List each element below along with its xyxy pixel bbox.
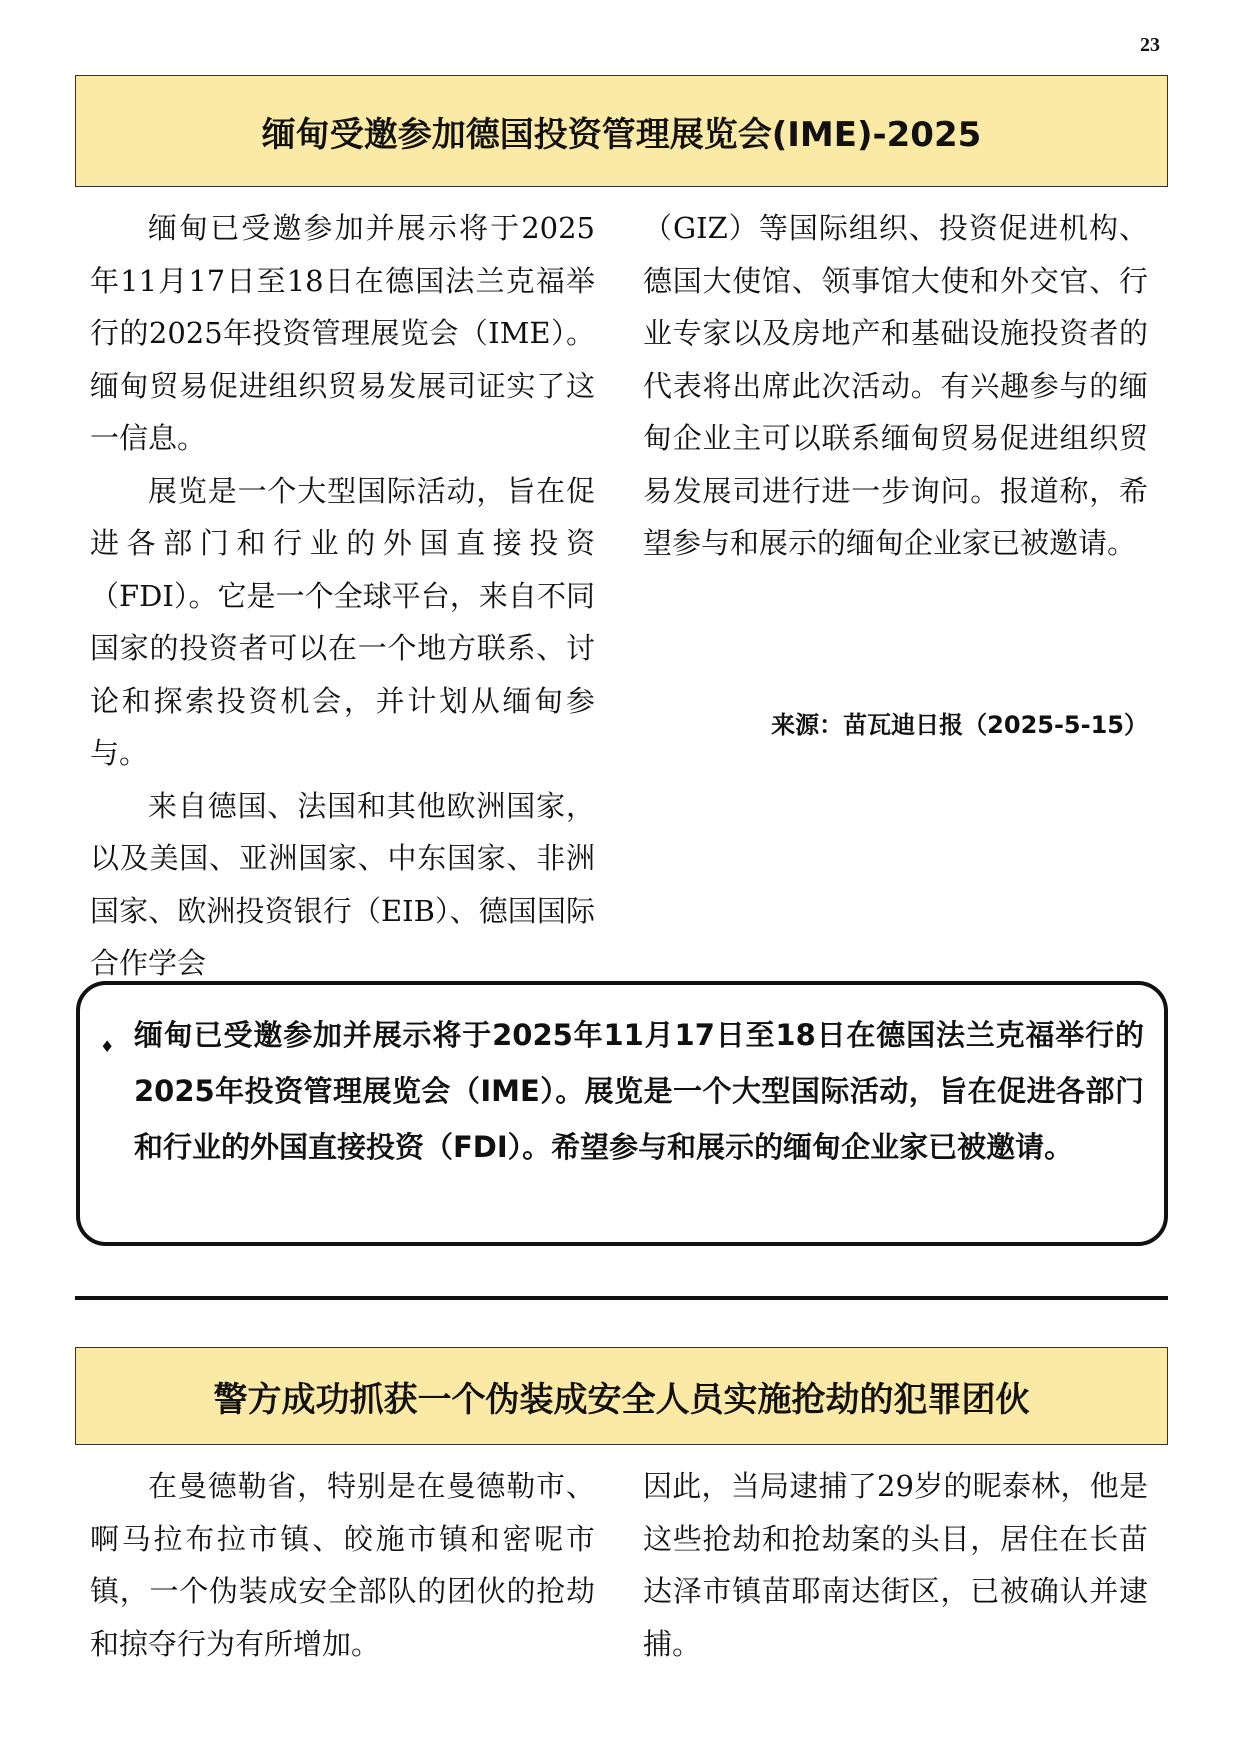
article-title: 警方成功抓获一个伪装成安全人员实施抢劫的犯罪团伙 — [75, 1347, 1168, 1445]
paragraph: 在曼德勒省，特别是在曼德勒市、啊马拉布拉市镇、皎施市镇和密呢市镇，一个伪装成安全部队的团伙的抢劫和掠夺行为有所增加。 — [90, 1469, 595, 1661]
article-body-left-column — [90, 202, 595, 990]
page-number: 23 — [1140, 34, 1160, 56]
summary-text: 缅甸已受邀参加并展示将于2025年11月17日至18日在德国法兰克福举行的2025年投资管理展览会（IME）。展览是一个大型国际活动，旨在促进各部门和行业的外国直接投资（FDI）。希望参与和展示的缅甸企业家已被邀请。 — [134, 1018, 1144, 1164]
paragraph: 来自德国、法国和其他欧洲国家，以及美国、亚洲国家、中东国家、非洲国家、欧洲投资银行（EIB）、德国国际合作学会 — [90, 788, 595, 980]
diamond-bullet-icon: ♦ — [100, 1037, 115, 1056]
article-body-right-column — [643, 1460, 1148, 1670]
section-divider — [75, 1296, 1168, 1300]
source-citation: 来源：苗瓦迪日报（2025-5-15） — [771, 711, 1148, 739]
paragraph: 因此，当局逮捕了29岁的昵泰林，他是这些抢劫和抢劫案的头目，居住在长苗达泽市镇苗耶南达街区，已被确认并逮捕。 — [643, 1469, 1148, 1661]
summary-box — [76, 981, 1168, 1246]
article-title: 缅甸受邀参加德国投资管理展览会(IME)-2025 — [75, 75, 1168, 187]
article-body-left-column — [90, 1460, 595, 1670]
paragraph: （GIZ）等国际组织、投资促进机构、德国大使馆、领事馆大使和外交官、行业专家以及房地产和基础设施投资者的代表将出席此次活动。有兴趣参与的缅甸企业主可以联系缅甸贸易促进组织贸易发展司进行进一步询问。报道称，希望参与和展示的缅甸企业家已被邀请。 — [643, 211, 1148, 560]
article-body-right-column — [643, 202, 1148, 570]
paragraph: 展览是一个大型国际活动，旨在促进各部门和行业的外国直接投资（FDI）。它是一个全球平台，来自不同国家的投资者可以在一个地方联系、讨论和探索投资机会，并计划从缅甸参与。 — [90, 473, 595, 770]
paragraph: 缅甸已受邀参加并展示将于2025年11月17日至18日在德国法兰克福举行的2025年投资管理展览会（IME）。缅甸贸易促进组织贸易发展司证实了这一信息。 — [90, 211, 595, 455]
